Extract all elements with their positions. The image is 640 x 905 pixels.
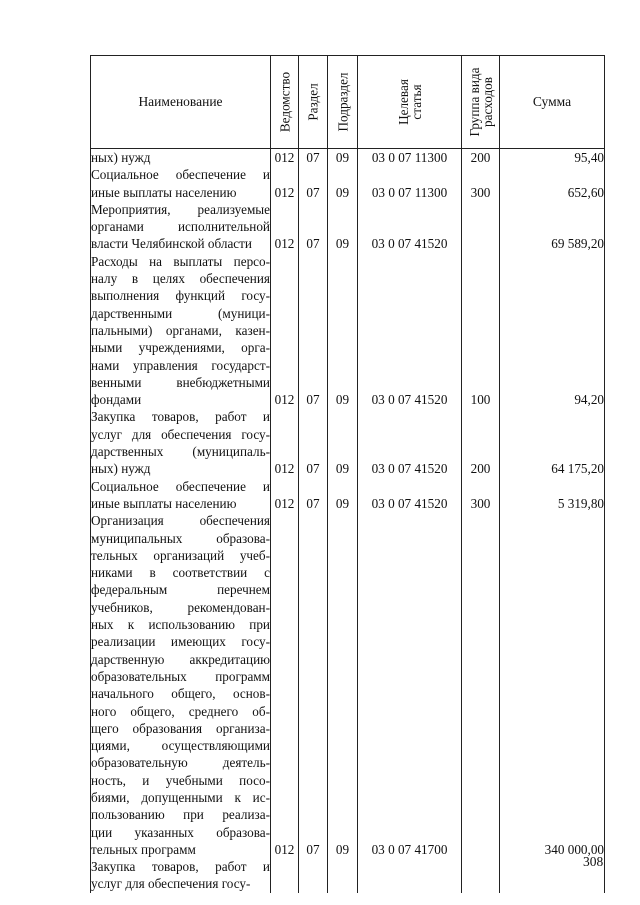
row-name-line: образовательных программ (91, 668, 270, 684)
header-vedomstvo: Ведомство (271, 56, 299, 149)
row-celevaya-statya: 03 0 07 41520 (358, 253, 462, 409)
row-celevaya-statya: 03 0 07 11300 (358, 149, 462, 167)
row-name-line: услуг для обеспечения госу- (91, 876, 251, 892)
row-name-line: щего образования организа- (91, 720, 270, 736)
row-razdel: 07 (299, 512, 328, 858)
header-summa: Сумма (500, 56, 605, 149)
table-row (91, 858, 605, 893)
row-gruppa-rashodov: 200 (462, 149, 500, 167)
row-name-line: нами управления государст- (91, 357, 270, 373)
table-row (91, 478, 605, 513)
table-row (91, 166, 605, 201)
row-celevaya-statya: 03 0 07 41520 (358, 201, 462, 253)
row-summa: 94,20 (500, 253, 605, 409)
row-celevaya-statya: 03 0 07 41520 (358, 408, 462, 477)
row-summa: 652,60 (500, 166, 605, 201)
row-summa: 69 589,20 (500, 201, 605, 253)
row-name-line: ного общего, среднего об- (91, 703, 270, 719)
row-name-line: дарственными (муници- (91, 305, 270, 321)
row-name-line: иные выплаты населению (91, 495, 237, 511)
row-vedomstvo: 012 (271, 201, 299, 253)
row-name-line: ных) нужд (91, 461, 151, 477)
row-name (91, 512, 271, 858)
row-vedomstvo: 012 (271, 149, 299, 167)
row-vedomstvo: 012 (271, 478, 299, 513)
row-podrazdel: 09 (328, 478, 358, 513)
row-name (91, 253, 271, 409)
table-body (91, 149, 605, 893)
row-name-line: дарственных (муниципаль- (91, 444, 270, 460)
row-name (91, 408, 271, 477)
row-name-line: ными учреждениями, орга- (91, 340, 270, 356)
table-row (91, 408, 605, 477)
row-name-line: реализации имеющих госу- (91, 634, 270, 650)
row-vedomstvo: 012 (271, 512, 299, 858)
row-razdel: 07 (299, 166, 328, 201)
row-name-line: власти Челябинской области (91, 236, 252, 252)
row-podrazdel: 09 (328, 253, 358, 409)
table-row (91, 253, 605, 409)
row-razdel: 07 (299, 478, 328, 513)
row-name-line: федеральным перечнем (91, 582, 270, 598)
budget-table (90, 55, 605, 893)
row-gruppa-rashodov: 300 (462, 478, 500, 513)
row-name-line: органами исполнительной (91, 219, 270, 235)
page-number: 308 (583, 854, 604, 869)
row-gruppa-rashodov: 100 (462, 253, 500, 409)
row-name-line: учебников, рекомендован- (91, 599, 270, 615)
header-razdel: Раздел (299, 56, 328, 149)
row-gruppa-rashodov: 200 (462, 408, 500, 477)
row-vedomstvo: 012 (271, 253, 299, 409)
row-name-line: пользованию при реализа- (91, 807, 270, 823)
row-podrazdel: 09 (328, 512, 358, 858)
row-name-line: фондами (91, 392, 142, 408)
row-name-line: Расходы на выплаты персо- (91, 253, 270, 269)
row-name (91, 149, 271, 167)
header-celevaya-statya: Целевая статья (358, 56, 462, 149)
row-celevaya-statya (358, 858, 462, 893)
row-vedomstvo: 012 (271, 166, 299, 201)
row-name-line: иные выплаты населению (91, 184, 237, 200)
row-name-line: выполнения функций госу- (91, 288, 270, 304)
row-name-line: биями, допущенными к ис- (91, 789, 270, 805)
row-podrazdel (328, 858, 358, 893)
row-name-line: налу в целях обеспечения (91, 271, 270, 287)
row-summa: 95,40 (500, 149, 605, 167)
row-name-line: услуг для обеспечения госу- (91, 426, 270, 442)
row-name-line: Мероприятия, реализуемые (91, 201, 270, 217)
table-row (91, 512, 605, 858)
row-name-line: Социальное обеспечение и (91, 478, 270, 494)
row-podrazdel: 09 (328, 166, 358, 201)
row-razdel: 07 (299, 149, 328, 167)
row-name (91, 166, 271, 201)
row-gruppa-rashodov (462, 201, 500, 253)
row-summa: 340 000,00 (500, 512, 605, 858)
row-name-line: ных) нужд (91, 150, 151, 165)
row-name-line: тельных организаций учеб- (91, 547, 270, 563)
row-razdel: 07 (299, 201, 328, 253)
row-name-line: пальными) органами, казен- (91, 322, 270, 338)
row-razdel: 07 (299, 408, 328, 477)
row-celevaya-statya: 03 0 07 41520 (358, 478, 462, 513)
table-row (91, 149, 605, 167)
row-name-line: начального общего, основ- (91, 686, 270, 702)
row-summa: 5 319,80 (500, 478, 605, 513)
row-podrazdel: 09 (328, 201, 358, 253)
row-name (91, 858, 271, 893)
table-row (91, 201, 605, 253)
row-podrazdel: 09 (328, 408, 358, 477)
row-razdel (299, 858, 328, 893)
row-gruppa-rashodov (462, 512, 500, 858)
row-celevaya-statya: 03 0 07 41700 (358, 512, 462, 858)
row-name-line: образовательную деятель- (91, 755, 270, 771)
row-name-line: Социальное обеспечение и (91, 167, 270, 183)
row-name-line: циями, осуществляющими (91, 738, 270, 754)
row-summa: 64 175,20 (500, 408, 605, 477)
row-name-line: ции указанных образова- (91, 824, 270, 840)
row-name-line: венными внебюджетными (91, 374, 270, 390)
row-celevaya-statya: 03 0 07 11300 (358, 166, 462, 201)
row-name-line: ных к использованию при (91, 617, 270, 633)
table-header (91, 56, 605, 149)
row-name-line: Закупка товаров, работ и (91, 409, 270, 425)
row-name-line: ность, и учебными посо- (91, 772, 270, 788)
header-gruppa-rashodov: Группа вида расходов (462, 56, 500, 149)
row-gruppa-rashodov: 300 (462, 166, 500, 201)
header-podrazdel: Подраздел (328, 56, 358, 149)
row-name-line: Закупка товаров, работ и (91, 859, 270, 875)
row-gruppa-rashodov (462, 858, 500, 893)
header-name: Наименование (91, 56, 271, 149)
row-name-line: муниципальных образова- (91, 530, 270, 546)
row-name-line: дарственную аккредитацию (91, 651, 270, 667)
row-name (91, 478, 271, 513)
row-name (91, 201, 271, 253)
row-podrazdel: 09 (328, 149, 358, 167)
row-razdel: 07 (299, 253, 328, 409)
row-vedomstvo: 012 (271, 408, 299, 477)
row-name-line: тельных программ (91, 841, 196, 857)
row-name-line: никами в соответствии с (91, 565, 270, 581)
row-name-line: Организация обеспечения (91, 513, 270, 529)
row-vedomstvo (271, 858, 299, 893)
